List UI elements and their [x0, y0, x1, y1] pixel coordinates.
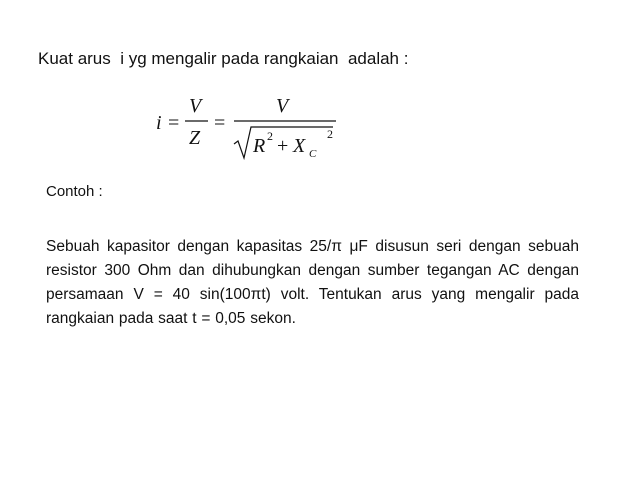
formula-R-exponent: 2 — [267, 129, 273, 143]
formula-equals-1: = — [168, 112, 180, 134]
heading-text: Kuat arus i yg mengalir pada rangkaian adalah : — [38, 49, 409, 68]
current-formula — [150, 86, 350, 166]
formula-R: R — [253, 135, 266, 157]
formula-numerator-2: V — [276, 95, 289, 117]
formula-numerator-1: V — [189, 95, 202, 117]
formula-lhs: i — [156, 112, 162, 134]
example-label: Contoh : — [46, 183, 103, 200]
formula-graphic — [150, 86, 350, 166]
formula-X-subscript: C — [309, 148, 317, 160]
formula-denominator-1: Z — [189, 127, 201, 149]
example-problem-text: Sebuah kapasitor dengan kapasitas 25/π μF disusun seri dengan sebuah resistor 300 Ohm dan dihubungkan dengan sumber tegangan AC dengan persamaan V = 40 sin(100πt) volt. Tentukan arus yang mengalir pada rangkaian pada saat t = 0,05 sekon. — [46, 238, 579, 327]
formula-plus: + — [277, 135, 289, 157]
formula-X-exponent: 2 — [327, 127, 333, 141]
formula-equals-2: = — [214, 112, 226, 134]
formula-X: X — [293, 135, 306, 157]
